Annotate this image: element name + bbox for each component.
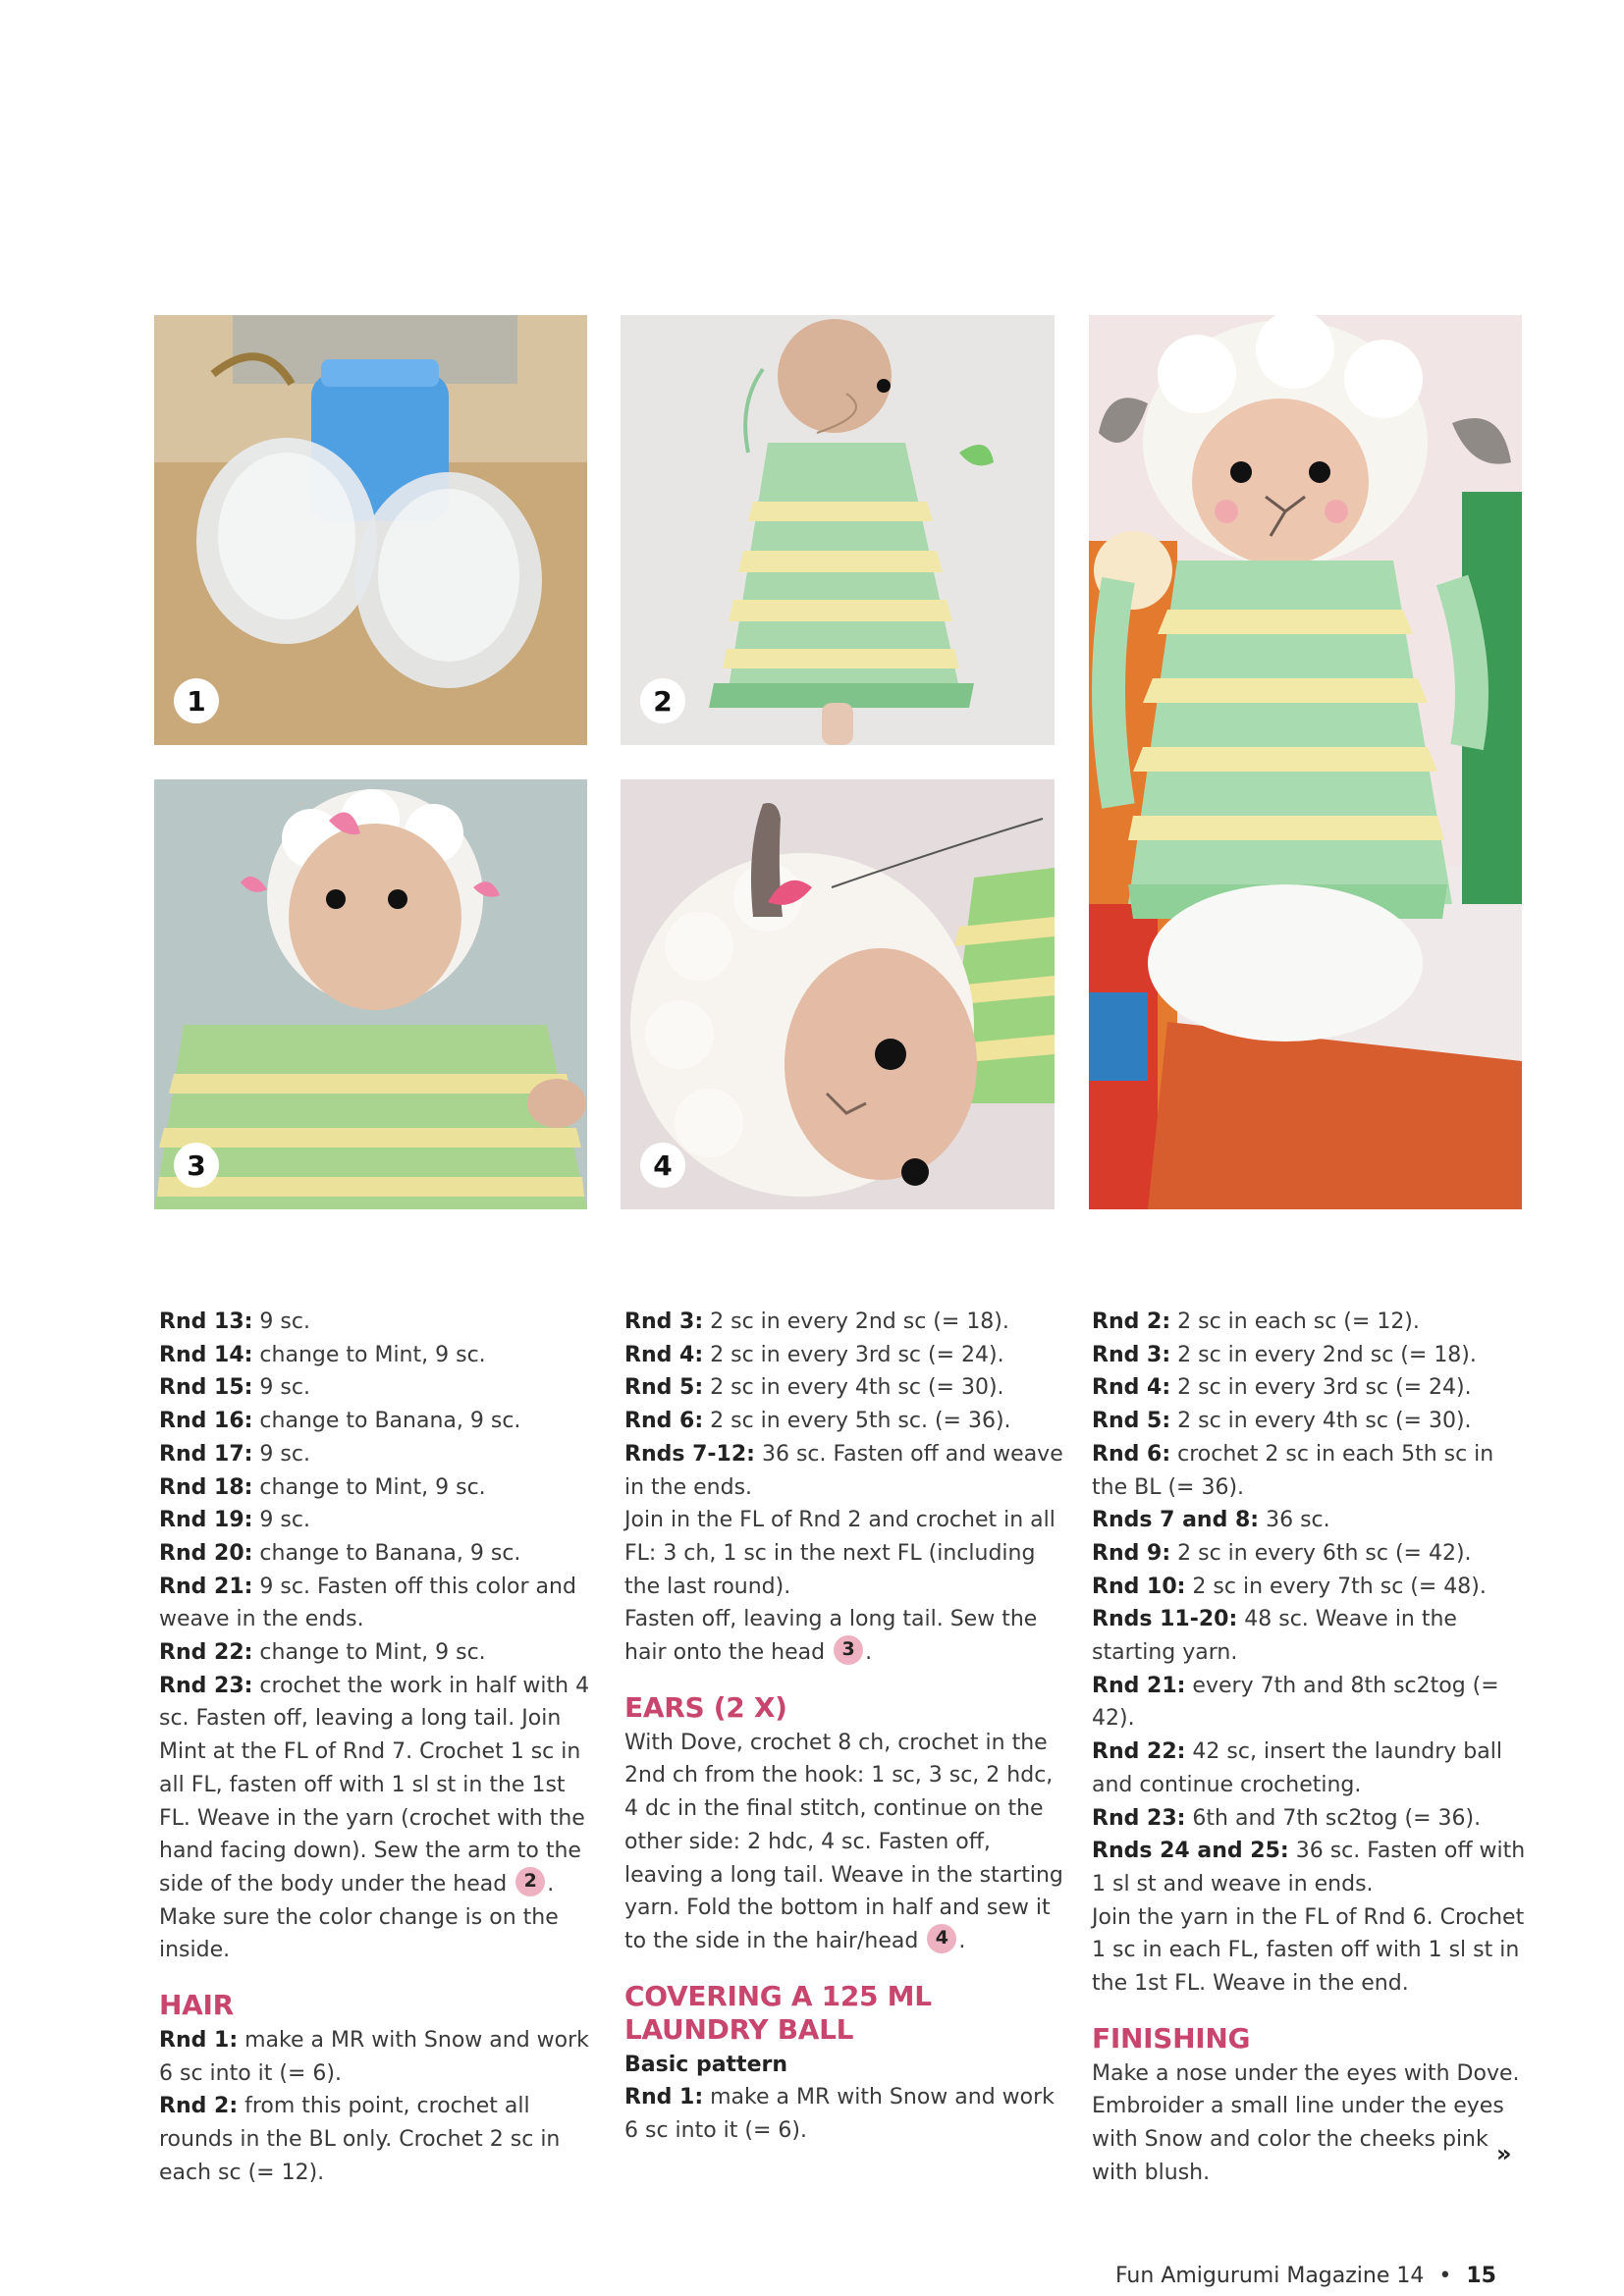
section-title-hair: HAIR <box>159 1989 234 2022</box>
column-3 <box>1092 1306 1534 2190</box>
pattern-row: Rnd 14: change to Mint, 9 sc. <box>159 1342 486 1367</box>
subsection-title: Basic pattern <box>624 2052 788 2077</box>
hair-photo <box>154 779 587 1209</box>
photo-3 <box>154 779 587 1209</box>
instruction-text: Make a nose under the eyes with Dove. Embroider a small line under the eyes with Snow and color the cheeks pink with blush. <box>1092 2060 1520 2185</box>
pattern-row: Rnd 23: crochet the work in half with 4 sc. Fasten off, leaving a long tail. Join Mint at the FL of Rnd 7. Crochet 1 sc in all FL, fasten off with 1 sl st in the 1st FL. Weave in the yarn (crochet with the hand facing down). Sew the arm to the side of the body under the head 2 . Make sure the color change is on the inside. <box>159 1673 590 1963</box>
photo-badge: 3 <box>174 1143 219 1188</box>
plastic-ball-photo <box>154 315 587 745</box>
finished-sheep-photo <box>1089 315 1522 1209</box>
pattern-row: Rnd 17: 9 sc. <box>159 1441 310 1467</box>
pattern-row: Rnd 5: 2 sc in every 4th sc (= 30). <box>624 1375 1004 1401</box>
photo-reference: 4 <box>927 1924 956 1953</box>
pattern-row: Rnd 6: 2 sc in every 5th sc. (= 36). <box>624 1409 1011 1434</box>
pattern-row: Rnd 22: change to Mint, 9 sc. <box>159 1640 486 1666</box>
continue-mark: » <box>1496 2140 1512 2167</box>
pattern-row: Rnd 9: 2 sc in every 6th sc (= 42). <box>1092 1540 1472 1566</box>
photo-badge: 4 <box>640 1143 685 1188</box>
ears-photo <box>621 779 1055 1209</box>
pattern-row: Rnds 11-20: 48 sc. Weave in the starting yarn. <box>1092 1607 1457 1666</box>
pattern-row: Rnd 6: crochet 2 sc in each 5th sc in the BL (= 36). <box>1092 1441 1494 1500</box>
section-title-covering: COVERING A 125 ML LAUNDRY BALL <box>624 1979 932 2046</box>
pattern-row: Rnds 7-12: 36 sc. Fasten off and weave in the ends. <box>624 1441 1063 1500</box>
photo-2 <box>621 315 1055 745</box>
pattern-row: Rnd 3: 2 sc in every 2nd sc (= 18). <box>624 1309 1009 1334</box>
pattern-row: Rnd 10: 2 sc in every 7th sc (= 48). <box>1092 1574 1487 1599</box>
photo-reference: 2 <box>515 1867 545 1896</box>
pattern-row: Rnd 1: make a MR with Snow and work 6 sc into it (= 6). <box>624 2085 1055 2144</box>
pattern-row: Rnd 20: change to Banana, 9 sc. <box>159 1540 521 1566</box>
head-and-body-photo <box>621 315 1055 745</box>
pattern-row: Rnds 7 and 8: 36 sc. <box>1092 1508 1330 1533</box>
page-footer <box>1115 2264 1496 2288</box>
photo-1 <box>154 315 587 745</box>
pattern-row: Rnd 4: 2 sc in every 3rd sc (= 24). <box>1092 1375 1472 1401</box>
photo-5 <box>1089 315 1522 1209</box>
pattern-row: Rnd 21: every 7th and 8th sc2tog (= 42). <box>1092 1673 1499 1732</box>
photo-badge: 1 <box>174 678 219 723</box>
pattern-row: Rnds 24 and 25: 36 sc. Fasten off with 1 sl st and weave in ends. <box>1092 1839 1526 1896</box>
instruction-text: Fasten off, leaving a long tail. Sew the hair onto the head 3 . <box>624 1607 1038 1666</box>
column-1 <box>159 1306 601 2190</box>
pattern-row: Rnd 16: change to Banana, 9 sc. <box>159 1409 521 1434</box>
pattern-row: Rnd 19: 9 sc. <box>159 1508 310 1533</box>
pattern-row: Rnd 15: 9 sc. <box>159 1375 310 1401</box>
pattern-row: Rnd 22: 42 sc, insert the laundry ball and continue crocheting. <box>1092 1739 1502 1797</box>
page-number: 15 <box>1466 2264 1496 2288</box>
pattern-row: Rnd 23: 6th and 7th sc2tog (= 36). <box>1092 1805 1482 1831</box>
instruction-text: Join in the FL of Rnd 2 and crochet in all FL: 3 ch, 1 sc in the next FL (including the last round). <box>624 1508 1056 1599</box>
pattern-row: Rnd 2: 2 sc in each sc (= 12). <box>1092 1309 1420 1334</box>
column-2 <box>624 1306 1066 2148</box>
section-title-finishing: FINISHING <box>1092 2021 1251 2055</box>
photo-reference: 3 <box>834 1635 863 1665</box>
magazine-name: Fun Amigurumi Magazine 14 <box>1114 2264 1425 2288</box>
pattern-row: Rnd 21: 9 sc. Fasten off this color and weave in the ends. <box>159 1574 576 1632</box>
pattern-row: Rnd 3: 2 sc in every 2nd sc (= 18). <box>1092 1342 1477 1367</box>
pattern-row: Rnd 18: change to Mint, 9 sc. <box>159 1474 486 1500</box>
instruction-text: Join the yarn in the FL of Rnd 6. Crochet 1 sc in each FL, fasten off with 1 sl st in the 1st FL. Weave in the end. <box>1092 1904 1525 1997</box>
instruction-text: With Dove, crochet 8 ch, crochet in the 2nd ch from the hook: 1 sc, 3 sc, 2 hdc, 4 dc in the final stitch, continue on the other side: 2 hdc, 4 sc. Fasten off, leaving a long tail. Weave in the starting yarn. Fold the bottom in half and sew it to the side in the hair/head 4 . <box>624 1730 1063 1953</box>
pattern-row: Rnd 1: make a MR with Snow and work 6 sc into it (= 6). <box>159 2028 589 2086</box>
pattern-row: Rnd 4: 2 sc in every 3rd sc (= 24). <box>624 1342 1004 1367</box>
footer-separator: • <box>1438 2264 1452 2288</box>
photo-4 <box>621 779 1055 1209</box>
pattern-row: Rnd 2: from this point, crochet all rounds in the BL only. Crochet 2 sc in each sc (= 12). <box>159 2094 561 2185</box>
pattern-row: Rnd 5: 2 sc in every 4th sc (= 30). <box>1092 1409 1472 1434</box>
pattern-row: Rnd 13: 9 sc. <box>159 1309 310 1334</box>
section-title-ears: EARS (2 X) <box>624 1690 787 1724</box>
photo-badge: 2 <box>640 678 685 723</box>
